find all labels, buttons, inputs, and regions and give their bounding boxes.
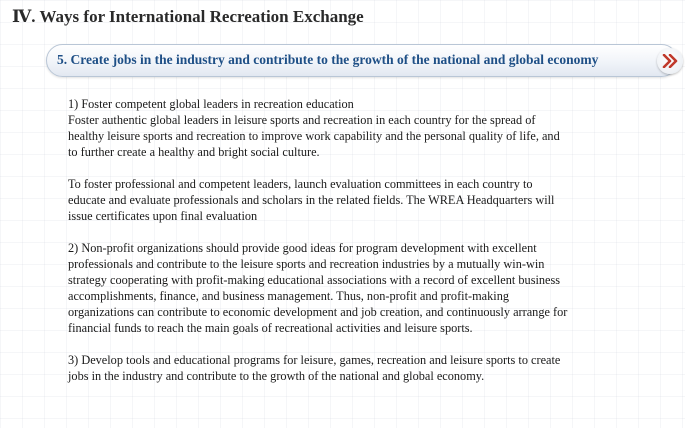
double-chevron-right-glyph xyxy=(662,54,678,68)
paragraph-develop-tools: 3) Develop tools and educational programs for leisure, games, recreation and leisure sports to create jobs in the industry and contribute to the growth of the national and global economy. xyxy=(68,353,561,383)
section-heading: Ⅳ. Ways for International Recreation Exchange xyxy=(12,7,364,26)
paragraph-foster-leaders: 1) Foster competent global leaders in recreation education Foster authentic global leaders in leisure sports and recreation in each country for the spread of healthy leisure sports and recreation to improve work capability and the personal quality of life, and to further create a healthy and bright social culture. xyxy=(68,97,560,159)
banner-title: 5. Create jobs in the industry and contribute to the growth of the national and global economy xyxy=(57,52,599,67)
paragraph-evaluation-committees: To foster professional and competent leaders, launch evaluation committees in each country to educate and evaluate professionals and scholars in the related fields. The WREA Headquarters will issue certificates upon final evaluation xyxy=(68,177,555,223)
paragraph-non-profit-organizations: 2) Non-profit organizations should provide good ideas for program development with excellent professionals and contribute to the leisure sports and recreation industries by a mutually win-win strategy cooperating with profit-making educational associations with a record of excellent business accomplishments, finance, and business management. Thus, non-profit and profit-making organizations can contribute to economic development and job creation, and continuously arrange for financial funds to reach the main goals of recreational activities and leisure sports. xyxy=(68,241,568,335)
double-chevron-right-icon xyxy=(657,48,683,74)
body-content xyxy=(68,96,668,384)
subsection-banner xyxy=(46,44,678,77)
